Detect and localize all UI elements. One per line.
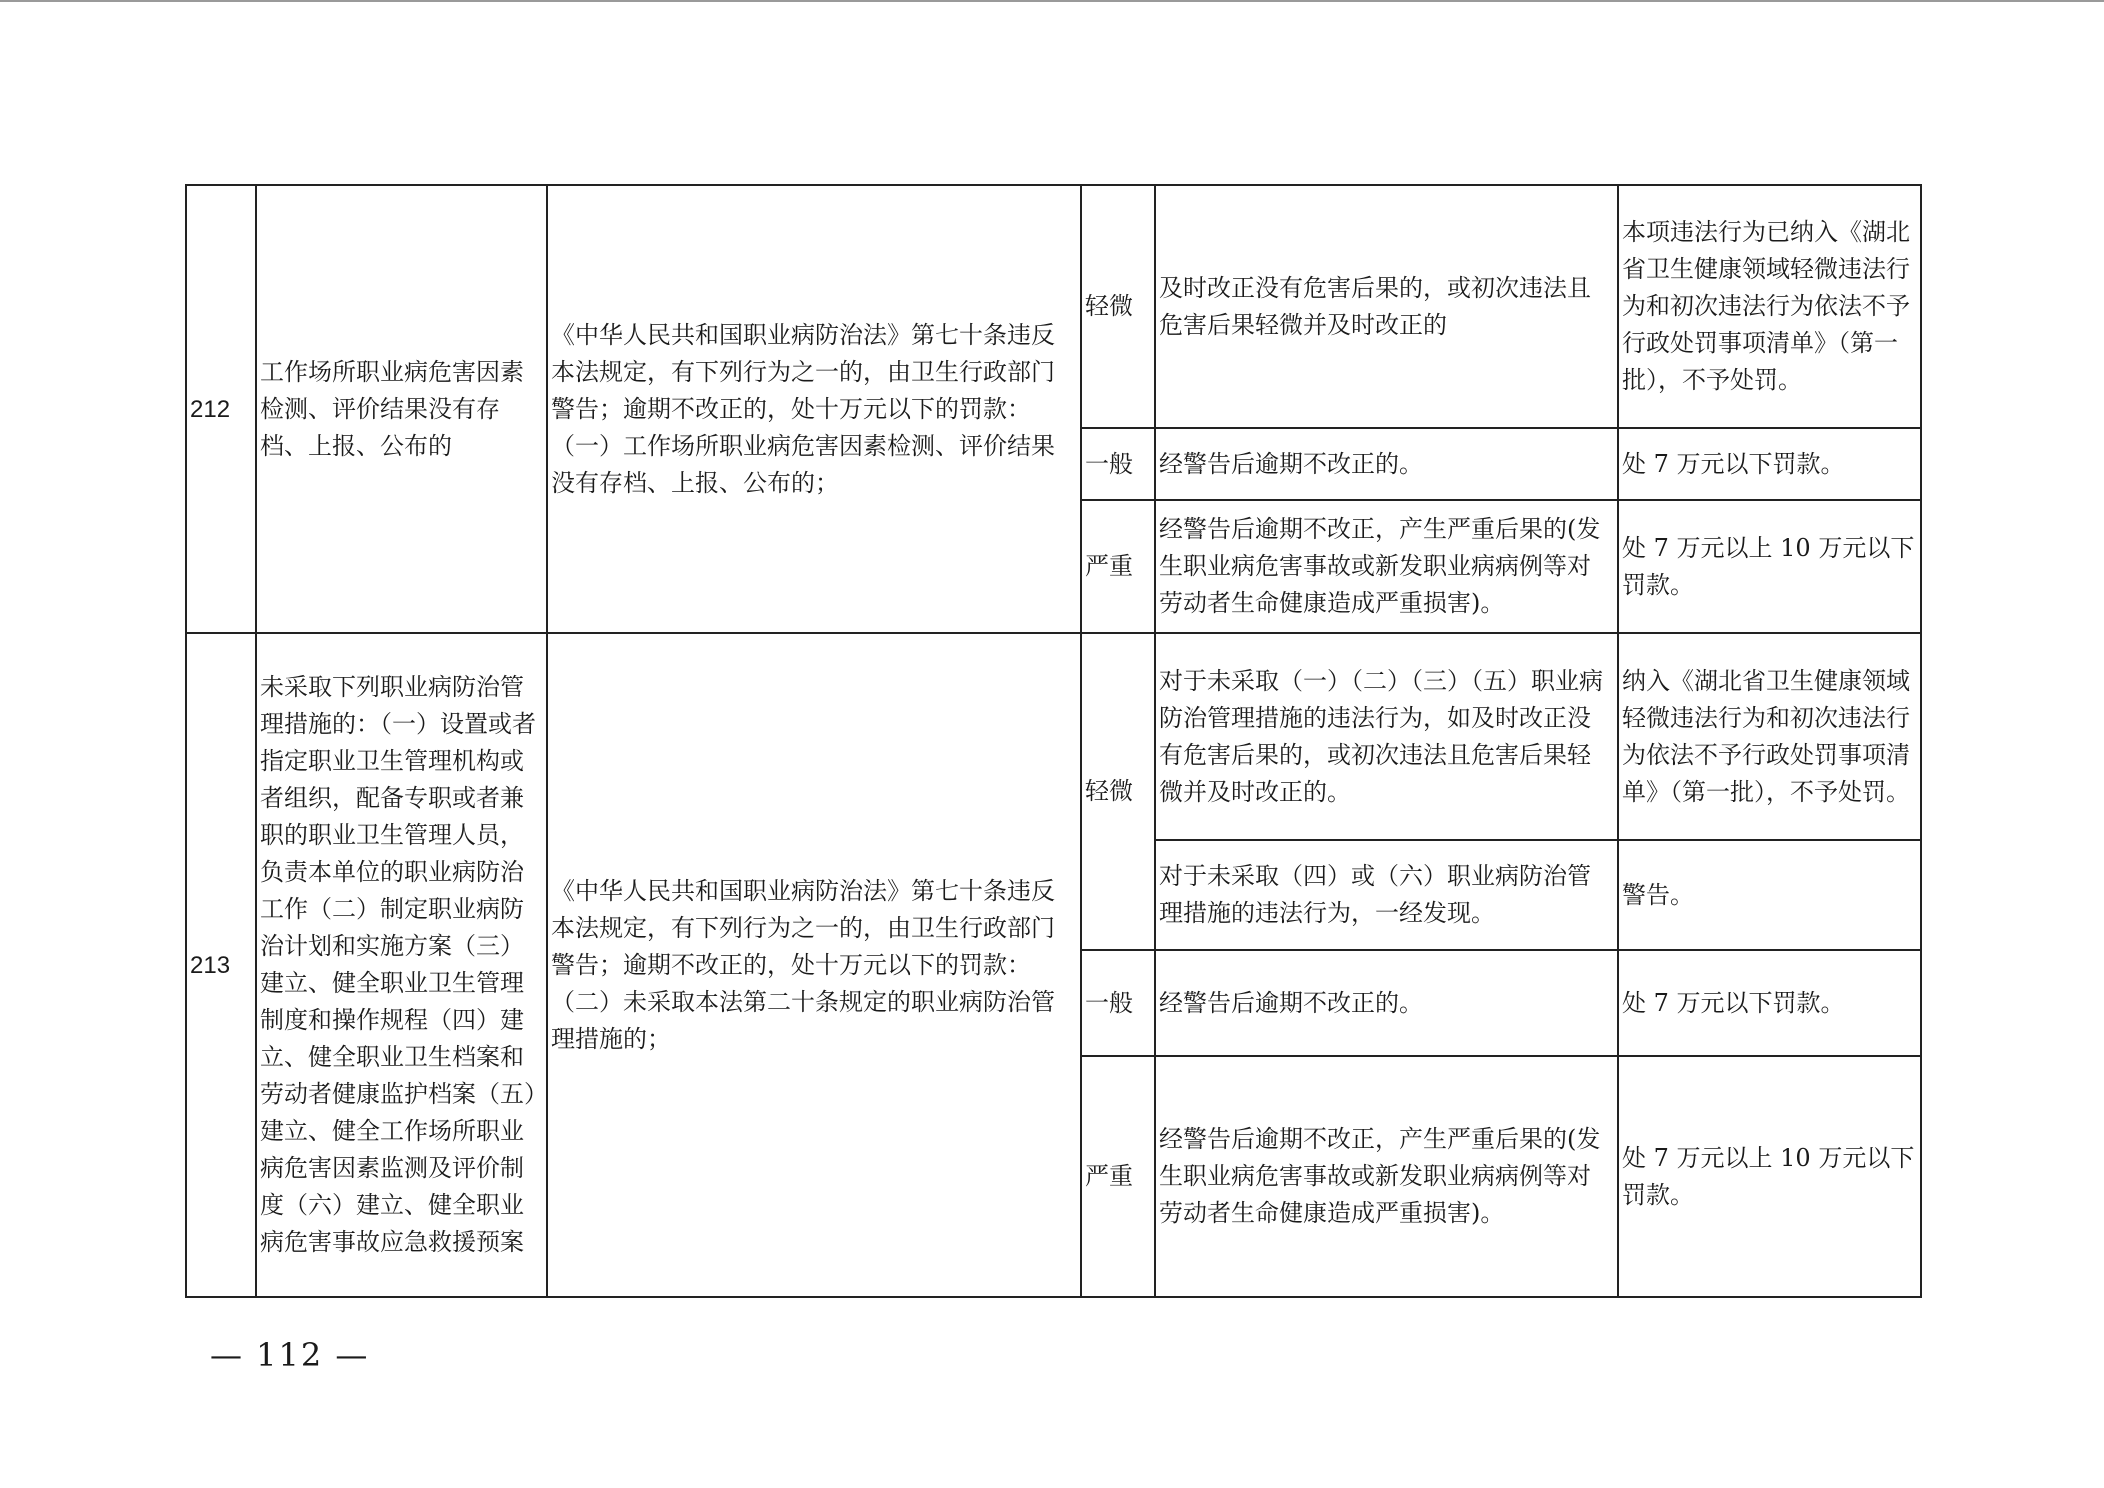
penalty-standard: 纳入《湖北省卫生健康领域轻微违法行为和初次违法行为依法不予行政处罚事项清单》（第一批），不予处罚。 <box>1618 633 1921 840</box>
table-row <box>186 633 1921 840</box>
violation-description: 工作场所职业病危害因素检测、评价结果没有存档、上报、公布的 <box>256 185 547 633</box>
table-row <box>186 185 1921 428</box>
penalty-standard: 处 7 万元以下罚款。 <box>1618 950 1921 1056</box>
circumstance: 经警告后逾期不改正，产生严重后果的(发生职业病危害事故或新发职业病病例等对劳动者生命健康造成严重损害)。 <box>1155 1056 1618 1297</box>
penalty-standard: 警告。 <box>1618 840 1921 950</box>
item-number: 212 <box>186 185 256 633</box>
severity-level: 严重 <box>1081 500 1155 633</box>
top-border-line <box>0 0 2104 2</box>
circumstance: 经警告后逾期不改正，产生严重后果的(发生职业病危害事故或新发职业病病例等对劳动者生命健康造成严重损害)。 <box>1155 500 1618 633</box>
circumstance: 经警告后逾期不改正的。 <box>1155 428 1618 500</box>
severity-level: 一般 <box>1081 428 1155 500</box>
legal-basis: 《中华人民共和国职业病防治法》第七十条违反本法规定，有下列行为之一的，由卫生行政部门警告；逾期不改正的，处十万元以下的罚款：（一）工作场所职业病危害因素检测、评价结果没有存档、上报、公布的； <box>547 185 1081 633</box>
circumstance: 对于未采取（一）（二）（三）（五）职业病防治管理措施的违法行为，如及时改正没有危害后果的，或初次违法且危害后果轻微并及时改正的。 <box>1155 633 1618 840</box>
circumstance: 及时改正没有危害后果的，或初次违法且危害后果轻微并及时改正的 <box>1155 185 1618 428</box>
circumstance: 对于未采取（四）或（六）职业病防治管理措施的违法行为，一经发现。 <box>1155 840 1618 950</box>
severity-level: 严重 <box>1081 1056 1155 1297</box>
violation-description: 未采取下列职业病防治管理措施的：（一）设置或者指定职业卫生管理机构或者组织，配备专职或者兼职的职业卫生管理人员，负责本单位的职业病防治工作（二）制定职业病防治计划和实施方案（三）建立、健全职业卫生管理制度和操作规程（四）建立、健全职业卫生档案和劳动者健康监护档案（五）建立、健全工作场所职业病危害因素监测及评价制度（六）建立、健全职业病危害事故应急救援预案 <box>256 633 547 1297</box>
penalty-standard: 处 7 万元以上 10 万元以下罚款。 <box>1618 500 1921 633</box>
penalty-standard: 处 7 万元以上 10 万元以下罚款。 <box>1618 1056 1921 1297</box>
severity-level: 轻微 <box>1081 185 1155 428</box>
penalty-standard: 处 7 万元以下罚款。 <box>1618 428 1921 500</box>
circumstance: 经警告后逾期不改正的。 <box>1155 950 1618 1056</box>
legal-basis: 《中华人民共和国职业病防治法》第七十条违反本法规定，有下列行为之一的，由卫生行政部门警告；逾期不改正的，处十万元以下的罚款：（二）未采取本法第二十条规定的职业病防治管理措施的； <box>547 633 1081 1297</box>
severity-level: 一般 <box>1081 950 1155 1056</box>
severity-level: 轻微 <box>1081 633 1155 950</box>
penalty-discretion-table <box>185 184 1922 1298</box>
item-number: 213 <box>186 633 256 1297</box>
page-number: — 112 — <box>210 1336 370 1374</box>
penalty-standard: 本项违法行为已纳入《湖北省卫生健康领域轻微违法行为和初次违法行为依法不予行政处罚事项清单》（第一批），不予处罚。 <box>1618 185 1921 428</box>
